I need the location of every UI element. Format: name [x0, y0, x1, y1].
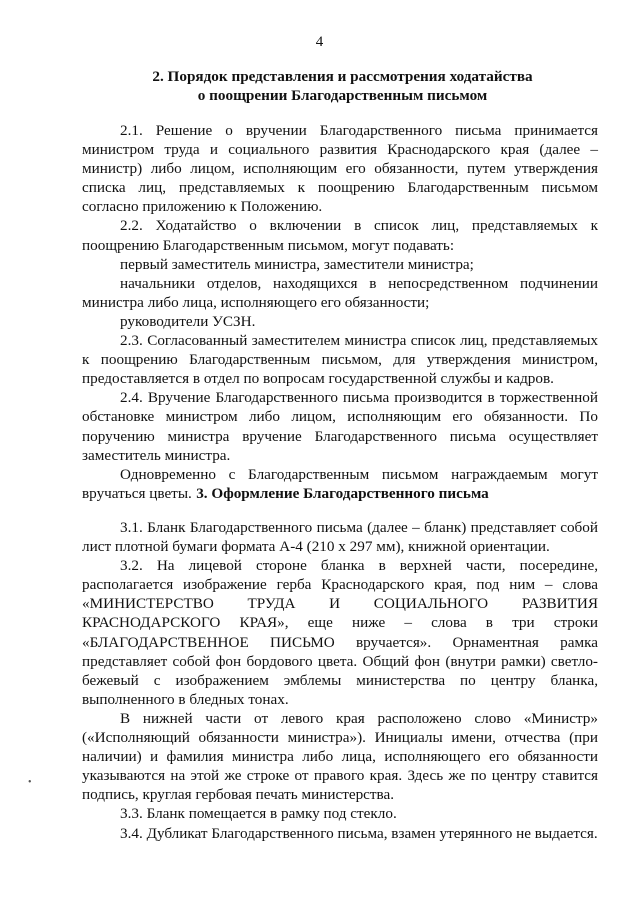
section-2-heading-line-1: 2. Порядок представления и рассмотрения ходатайства	[152, 68, 533, 85]
paragraph-2-4: 2.4. Вручение Благодарственного письма производится в торжественной обстановке министром либо лицом, исполняющим его обязанности. По поручению министра вручение Благодарственного письма осуществляет заместитель министра.	[82, 389, 598, 464]
scan-speck: •	[28, 777, 32, 788]
section-3-heading: 3. Оформление Благодарственного письма	[196, 485, 489, 502]
list-item-department-heads: начальники отделов, находящихся в непосредственном подчинении министра либо лица, исполняющего его обязанности;	[82, 274, 598, 311]
paragraph-2-3: 2.3. Согласованный заместителем министра список лиц, представляемых к поощрению Благодарственным письмом, для утверждения министром, предоставляется в отдел по вопросам государственной службы и кадров.	[82, 332, 598, 388]
paragraph-2-1: 2.1. Решение о вручении Благодарственного письма принимается министром труда и социального развития Краснодарского края (далее – министр) либо лицом, исполняющим его обязанности, путем утверждения списка лиц, представляемых к поощрению Благодарственным письмом согласно приложению к Положению.	[82, 122, 598, 216]
list-item-deputies: первый заместитель министра, заместители министра;	[120, 255, 474, 273]
section-2-heading-line-2: о поощрении Благодарственным письмом	[197, 87, 488, 104]
page-number: 4	[315, 34, 324, 50]
paragraph-3-3: 3.3. Бланк помещается в рамку под стекло.	[120, 805, 397, 823]
paragraph-signature: В нижней части от левого края расположено слово «Министр» («Исполняющий обязанности министра»). Инициалы имени, отчества (при наличии) и фамилия министра либо лица, исполняющего его обязанности указываются на этой же строке от правого края. Здесь же по центру ставится подпись, круглая гербовая печать министерства.	[82, 709, 598, 804]
list-item-uszn-heads: руководители УСЗН.	[120, 312, 256, 330]
section-2-body	[82, 121, 598, 503]
section-2-heading	[70, 67, 615, 105]
paragraph-3-4: 3.4. Дубликат Благодарственного письма, взамен утерянного не выдается.	[120, 824, 598, 842]
paragraph-3-1: 3.1. Бланк Благодарственного письма (далее – бланк) представляет собой лист плотной бумаги формата А-4 (210 х 297 мм), книжной ориентации.	[82, 519, 598, 556]
paragraph-2-2: 2.2. Ходатайство о включении в список лиц, представляемых к поощрению Благодарственным письмом, могут подавать:	[82, 217, 598, 254]
section-3-body	[82, 518, 598, 843]
paragraph-flowers: Одновременно с Благодарственным письмом награждаемым могут вручаться цветы.	[82, 465, 598, 502]
paragraph-3-2: 3.2. На лицевой стороне бланка в верхней части, посередине, располагается изображение герба Краснодарского края, под ним – слова «МИНИСТЕРСТВО ТРУДА И СОЦИАЛЬНОГО РАЗВИТИЯ КРАСНОДАРСКОГО КРАЯ», еще ниже – слова в три строки «БЛАГОДАРСТВЕННОЕ ПИСЬМО вручается». Орнаментная рамка представляет собой фон бордового цвета. Общий фон (внутри рамки) светло-бежевый с изображением эмблемы министерства по центру бланка, выполненного в бледных тонах.	[82, 557, 598, 708]
